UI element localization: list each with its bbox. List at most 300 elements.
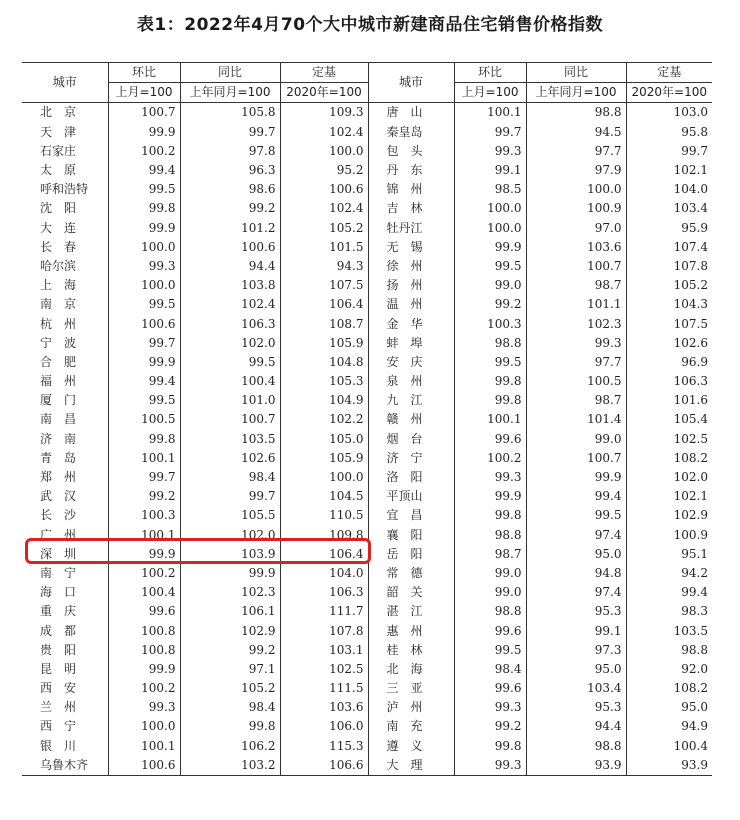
table-row xyxy=(22,314,712,333)
cell-city-right: 泸 州 xyxy=(368,698,454,717)
cell-base-left: 108.7 xyxy=(280,314,368,333)
cell-yoy-right: 100.7 xyxy=(526,449,626,468)
cell-city-left: 昆 明 xyxy=(22,660,108,679)
table-row xyxy=(22,353,712,372)
cell-yoy-right: 94.8 xyxy=(526,564,626,583)
cell-base-right: 94.9 xyxy=(681,719,708,734)
cell-city-left: 北 京 xyxy=(22,103,108,123)
cell-mom-left: 99.9 xyxy=(108,545,180,564)
table-row xyxy=(22,276,712,295)
cell-mom-right: 99.8 xyxy=(454,737,526,756)
table-row xyxy=(22,583,712,602)
cell-yoy-left: 103.8 xyxy=(180,276,280,295)
cell-city-right: 宜 昌 xyxy=(368,506,454,525)
cell-yoy-left: 94.4 xyxy=(180,257,280,276)
cell-yoy-right: 100.5 xyxy=(526,372,626,391)
cell-base-right: 95.8 xyxy=(681,124,708,139)
cell-city-right: 常 德 xyxy=(368,564,454,583)
cell-city-right: 平顶山 xyxy=(368,487,454,506)
cell-base-right: 105.4 xyxy=(673,412,708,427)
cell-yoy-right: 95.0 xyxy=(526,545,626,564)
cell-city-left: 银 川 xyxy=(22,737,108,756)
cell-base-left: 103.1 xyxy=(280,641,368,660)
cell-yoy-left: 96.3 xyxy=(180,161,280,180)
table-row xyxy=(22,698,712,717)
cell-mom-left: 99.9 xyxy=(108,353,180,372)
cell-mom-right: 98.5 xyxy=(454,180,526,199)
table-row xyxy=(22,679,712,698)
cell-mom-left: 99.5 xyxy=(108,295,180,314)
cell-yoy-left: 102.6 xyxy=(180,449,280,468)
cell-base-left: 102.4 xyxy=(280,123,368,142)
cell-city-right: 大 理 xyxy=(368,756,454,776)
cell-mom-left: 99.9 xyxy=(108,219,180,238)
table-row xyxy=(22,410,712,429)
cell-mom-left: 99.8 xyxy=(108,430,180,449)
cell-city-right: 北 海 xyxy=(368,660,454,679)
cell-city-left: 杭 州 xyxy=(22,314,108,333)
cell-base-right: 98.3 xyxy=(681,604,708,619)
cell-base-right: 102.6 xyxy=(673,335,708,350)
cell-yoy-left: 101.0 xyxy=(180,391,280,410)
cell-yoy-left: 102.0 xyxy=(180,334,280,353)
cell-city-left: 武 汉 xyxy=(22,487,108,506)
table-row xyxy=(22,257,712,276)
cell-city-right: 蚌 埠 xyxy=(368,334,454,353)
cell-mom-left: 99.9 xyxy=(108,123,180,142)
cell-base-left: 105.2 xyxy=(280,219,368,238)
cell-base-right: 98.8 xyxy=(681,642,708,657)
cell-city-left: 合 肥 xyxy=(22,353,108,372)
cell-base-right: 96.9 xyxy=(681,354,708,369)
cell-mom-right: 99.1 xyxy=(454,161,526,180)
cell-yoy-left: 98.6 xyxy=(180,180,280,199)
cell-base-right: 106.3 xyxy=(673,374,708,389)
cell-city-right: 桂 林 xyxy=(368,641,454,660)
subheader-mom-left: 上月=100 xyxy=(108,83,180,103)
cell-yoy-right: 97.4 xyxy=(526,583,626,602)
cell-mom-left: 100.0 xyxy=(108,238,180,257)
cell-base-right: 102.9 xyxy=(673,508,708,523)
cell-base-right: 102.5 xyxy=(673,431,708,446)
cell-yoy-right: 99.5 xyxy=(526,506,626,525)
cell-mom-right: 99.6 xyxy=(454,430,526,449)
cell-yoy-right: 99.3 xyxy=(526,334,626,353)
cell-base-left: 111.5 xyxy=(280,679,368,698)
cell-mom-left: 99.5 xyxy=(108,391,180,410)
cell-yoy-left: 98.4 xyxy=(180,468,280,487)
cell-base-left: 104.9 xyxy=(280,391,368,410)
cell-city-right: 韶 关 xyxy=(368,583,454,602)
cell-city-right: 济 宁 xyxy=(368,449,454,468)
cell-city-left: 太 原 xyxy=(22,161,108,180)
cell-yoy-left: 99.9 xyxy=(180,564,280,583)
cell-yoy-right: 97.7 xyxy=(526,353,626,372)
cell-base-right: 103.5 xyxy=(673,623,708,638)
cell-base-right: 108.2 xyxy=(673,681,708,696)
cell-mom-right: 100.0 xyxy=(454,219,526,238)
cell-mom-right: 99.5 xyxy=(454,353,526,372)
cell-mom-right: 99.9 xyxy=(454,487,526,506)
cell-city-left: 乌鲁木齐 xyxy=(22,756,108,776)
cell-city-left: 上 海 xyxy=(22,276,108,295)
cell-base-right: 107.8 xyxy=(673,258,708,273)
cell-mom-right: 99.8 xyxy=(454,391,526,410)
cell-mom-right: 100.1 xyxy=(454,103,526,123)
cell-mom-left: 100.1 xyxy=(108,737,180,756)
cell-mom-left: 99.2 xyxy=(108,487,180,506)
table-row xyxy=(22,641,712,660)
cell-city-left: 天 津 xyxy=(22,123,108,142)
cell-mom-right: 98.8 xyxy=(454,602,526,621)
cell-city-right: 安 庆 xyxy=(368,353,454,372)
cell-mom-right: 100.2 xyxy=(454,449,526,468)
cell-city-left: 济 南 xyxy=(22,430,108,449)
cell-city-left: 海 口 xyxy=(22,583,108,602)
cell-mom-left: 100.2 xyxy=(108,564,180,583)
cell-base-left: 105.0 xyxy=(280,430,368,449)
cell-yoy-left: 106.1 xyxy=(180,602,280,621)
cell-base-right: 94.2 xyxy=(681,565,708,580)
cell-city-right: 襄 阳 xyxy=(368,526,454,545)
cell-mom-left: 99.3 xyxy=(108,698,180,717)
cell-mom-left: 100.6 xyxy=(108,756,180,776)
cell-mom-left: 100.3 xyxy=(108,506,180,525)
cell-base-right: 95.9 xyxy=(681,220,708,235)
cell-mom-left: 99.3 xyxy=(108,257,180,276)
cell-city-left: 深 圳 xyxy=(22,545,108,564)
cell-city-left: 广 州 xyxy=(22,526,108,545)
cell-yoy-left: 102.3 xyxy=(180,583,280,602)
subheader-base-right: 2020年=100 xyxy=(626,83,712,103)
table-row xyxy=(22,123,712,142)
cell-base-right: 99.7 xyxy=(681,143,708,158)
header-mom-right: 环比 xyxy=(454,63,526,83)
cell-city-left: 石家庄 xyxy=(22,142,108,161)
table-row xyxy=(22,506,712,525)
cell-base-right: 104.3 xyxy=(673,297,708,312)
cell-base-right: 102.1 xyxy=(673,163,708,178)
cell-yoy-right: 103.4 xyxy=(526,679,626,698)
cell-yoy-right: 99.9 xyxy=(526,468,626,487)
cell-base-right: 107.5 xyxy=(673,316,708,331)
price-index-table xyxy=(22,62,712,776)
cell-mom-left: 99.9 xyxy=(108,660,180,679)
cell-city-right: 遵 义 xyxy=(368,737,454,756)
cell-yoy-left: 100.4 xyxy=(180,372,280,391)
cell-city-right: 泉 州 xyxy=(368,372,454,391)
cell-city-left: 重 庆 xyxy=(22,602,108,621)
cell-yoy-right: 99.0 xyxy=(526,430,626,449)
cell-yoy-left: 98.4 xyxy=(180,698,280,717)
table-row xyxy=(22,564,712,583)
cell-city-right: 赣 州 xyxy=(368,410,454,429)
cell-city-left: 南 宁 xyxy=(22,564,108,583)
cell-mom-right: 99.9 xyxy=(454,238,526,257)
cell-yoy-left: 103.2 xyxy=(180,756,280,776)
cell-base-left: 103.6 xyxy=(280,698,368,717)
cell-base-left: 111.7 xyxy=(280,602,368,621)
cell-city-right: 湛 江 xyxy=(368,602,454,621)
cell-yoy-left: 101.2 xyxy=(180,219,280,238)
cell-mom-left: 99.4 xyxy=(108,372,180,391)
cell-yoy-right: 101.1 xyxy=(526,295,626,314)
cell-mom-right: 99.3 xyxy=(454,142,526,161)
price-index-table-wrapper xyxy=(22,62,712,776)
cell-yoy-left: 97.1 xyxy=(180,660,280,679)
cell-mom-right: 98.7 xyxy=(454,545,526,564)
cell-yoy-right: 97.4 xyxy=(526,526,626,545)
cell-mom-right: 98.8 xyxy=(454,526,526,545)
cell-city-left: 成 都 xyxy=(22,621,108,640)
cell-base-left: 106.4 xyxy=(280,295,368,314)
cell-city-right: 锦 州 xyxy=(368,180,454,199)
cell-mom-right: 100.3 xyxy=(454,314,526,333)
table-row xyxy=(22,737,712,756)
cell-city-left: 南 京 xyxy=(22,295,108,314)
cell-base-right: 107.4 xyxy=(673,239,708,254)
cell-yoy-right: 95.3 xyxy=(526,698,626,717)
cell-mom-left: 99.7 xyxy=(108,468,180,487)
cell-mom-left: 99.6 xyxy=(108,602,180,621)
cell-yoy-left: 102.4 xyxy=(180,295,280,314)
cell-city-right: 三 亚 xyxy=(368,679,454,698)
cell-city-right: 扬 州 xyxy=(368,276,454,295)
cell-yoy-right: 97.9 xyxy=(526,161,626,180)
cell-city-left: 兰 州 xyxy=(22,698,108,717)
cell-city-right: 烟 台 xyxy=(368,430,454,449)
cell-city-right: 吉 林 xyxy=(368,199,454,218)
cell-city-left: 福 州 xyxy=(22,372,108,391)
cell-base-left: 100.0 xyxy=(280,142,368,161)
cell-base-right: 105.2 xyxy=(673,278,708,293)
cell-base-right: 103.4 xyxy=(673,201,708,216)
cell-mom-right: 99.2 xyxy=(454,717,526,736)
cell-yoy-left: 106.3 xyxy=(180,314,280,333)
cell-city-right: 牡丹江 xyxy=(368,219,454,238)
cell-city-left: 呼和浩特 xyxy=(22,180,108,199)
cell-yoy-right: 100.7 xyxy=(526,257,626,276)
cell-mom-right: 99.6 xyxy=(454,621,526,640)
cell-city-left: 西 宁 xyxy=(22,717,108,736)
cell-yoy-right: 97.7 xyxy=(526,142,626,161)
cell-mom-left: 99.7 xyxy=(108,334,180,353)
cell-city-left: 郑 州 xyxy=(22,468,108,487)
cell-yoy-right: 99.4 xyxy=(526,487,626,506)
cell-mom-left: 100.0 xyxy=(108,717,180,736)
table-body xyxy=(22,103,712,776)
cell-mom-right: 98.4 xyxy=(454,660,526,679)
cell-yoy-right: 95.0 xyxy=(526,660,626,679)
cell-mom-left: 100.6 xyxy=(108,314,180,333)
guangzhou-row-highlight xyxy=(25,538,371,564)
cell-city-right: 无 锡 xyxy=(368,238,454,257)
cell-city-left: 南 昌 xyxy=(22,410,108,429)
table-row xyxy=(22,372,712,391)
cell-base-left: 106.3 xyxy=(280,583,368,602)
cell-base-right: 103.0 xyxy=(673,105,708,120)
cell-city-right: 金 华 xyxy=(368,314,454,333)
header-base-right: 定基 xyxy=(626,63,712,83)
cell-yoy-right: 93.9 xyxy=(526,756,626,776)
cell-city-right: 温 州 xyxy=(368,295,454,314)
cell-base-left: 101.5 xyxy=(280,238,368,257)
cell-base-right: 99.4 xyxy=(681,585,708,600)
cell-city-right: 九 江 xyxy=(368,391,454,410)
cell-yoy-left: 103.9 xyxy=(180,545,280,564)
cell-base-left: 100.0 xyxy=(280,468,368,487)
table-title: 表1：2022年4月70个大中城市新建商品住宅销售价格指数 xyxy=(136,15,604,35)
cell-mom-left: 100.2 xyxy=(108,679,180,698)
table-row xyxy=(22,199,712,218)
cell-yoy-left: 103.5 xyxy=(180,430,280,449)
table-row xyxy=(22,717,712,736)
cell-mom-right: 99.3 xyxy=(454,698,526,717)
cell-base-left: 106.4 xyxy=(280,545,368,564)
cell-city-left: 西 安 xyxy=(22,679,108,698)
cell-city-left: 哈尔滨 xyxy=(22,257,108,276)
cell-mom-right: 99.6 xyxy=(454,679,526,698)
cell-yoy-right: 98.8 xyxy=(526,737,626,756)
table-row xyxy=(22,142,712,161)
cell-base-left: 100.6 xyxy=(280,180,368,199)
cell-mom-right: 99.3 xyxy=(454,468,526,487)
cell-mom-left: 100.1 xyxy=(108,526,180,545)
table-row xyxy=(22,238,712,257)
cell-base-left: 105.3 xyxy=(280,372,368,391)
cell-base-left: 104.0 xyxy=(280,564,368,583)
cell-base-right: 104.0 xyxy=(673,182,708,197)
cell-mom-left: 100.2 xyxy=(108,142,180,161)
cell-mom-right: 99.0 xyxy=(454,583,526,602)
cell-base-right: 95.1 xyxy=(681,546,708,561)
cell-base-right: 101.6 xyxy=(673,393,708,408)
cell-base-left: 106.6 xyxy=(280,756,368,776)
cell-mom-right: 99.0 xyxy=(454,276,526,295)
cell-base-right: 93.9 xyxy=(681,757,708,772)
header-base-left: 定基 xyxy=(280,63,368,83)
cell-base-left: 107.8 xyxy=(280,621,368,640)
table-row xyxy=(22,449,712,468)
cell-mom-right: 99.8 xyxy=(454,506,526,525)
subheader-yoy-right: 上年同月=100 xyxy=(526,83,626,103)
header-city-right: 城市 xyxy=(368,63,454,103)
cell-base-right: 108.2 xyxy=(673,450,708,465)
cell-yoy-left: 100.7 xyxy=(180,410,280,429)
cell-mom-right: 98.8 xyxy=(454,334,526,353)
cell-mom-left: 100.4 xyxy=(108,583,180,602)
cell-city-left: 厦 门 xyxy=(22,391,108,410)
cell-mom-left: 100.8 xyxy=(108,641,180,660)
cell-city-right: 徐 州 xyxy=(368,257,454,276)
cell-yoy-right: 95.3 xyxy=(526,602,626,621)
cell-mom-left: 100.8 xyxy=(108,621,180,640)
cell-yoy-left: 105.2 xyxy=(180,679,280,698)
cell-city-right: 岳 阳 xyxy=(368,545,454,564)
cell-yoy-right: 103.6 xyxy=(526,238,626,257)
cell-mom-left: 100.0 xyxy=(108,276,180,295)
cell-city-left: 贵 阳 xyxy=(22,641,108,660)
cell-mom-right: 99.3 xyxy=(454,756,526,776)
cell-base-left: 104.5 xyxy=(280,487,368,506)
cell-mom-left: 100.1 xyxy=(108,449,180,468)
cell-base-right: 100.4 xyxy=(673,738,708,753)
cell-base-left: 109.3 xyxy=(280,103,368,123)
table-row xyxy=(22,756,712,776)
cell-yoy-left: 106.2 xyxy=(180,737,280,756)
cell-city-right: 洛 阳 xyxy=(368,468,454,487)
cell-mom-right: 99.0 xyxy=(454,564,526,583)
cell-base-left: 115.3 xyxy=(280,737,368,756)
table-row xyxy=(22,660,712,679)
cell-yoy-right: 98.8 xyxy=(526,103,626,123)
cell-base-left: 102.4 xyxy=(280,199,368,218)
cell-mom-right: 99.5 xyxy=(454,641,526,660)
cell-mom-left: 100.5 xyxy=(108,410,180,429)
header-city-left: 城市 xyxy=(22,63,108,103)
table-row xyxy=(22,161,712,180)
cell-yoy-left: 99.5 xyxy=(180,353,280,372)
cell-base-right: 102.0 xyxy=(673,470,708,485)
cell-base-left: 95.2 xyxy=(280,161,368,180)
cell-base-left: 105.9 xyxy=(280,449,368,468)
cell-mom-right: 99.7 xyxy=(454,123,526,142)
cell-base-left: 106.0 xyxy=(280,717,368,736)
cell-yoy-left: 99.7 xyxy=(180,123,280,142)
cell-yoy-left: 102.0 xyxy=(180,526,280,545)
table-row xyxy=(22,430,712,449)
cell-yoy-right: 97.0 xyxy=(526,219,626,238)
cell-base-left: 94.3 xyxy=(280,257,368,276)
table-row xyxy=(22,334,712,353)
cell-yoy-right: 99.1 xyxy=(526,621,626,640)
cell-mom-left: 99.5 xyxy=(108,180,180,199)
table-row xyxy=(22,468,712,487)
cell-city-left: 宁 波 xyxy=(22,334,108,353)
table-row xyxy=(22,180,712,199)
cell-city-left: 青 岛 xyxy=(22,449,108,468)
subheader-yoy-left: 上年同月=100 xyxy=(180,83,280,103)
cell-city-right: 惠 州 xyxy=(368,621,454,640)
cell-mom-right: 99.5 xyxy=(454,257,526,276)
table-header xyxy=(22,63,712,103)
cell-yoy-left: 99.8 xyxy=(180,717,280,736)
cell-yoy-right: 100.0 xyxy=(526,180,626,199)
cell-city-left: 长 沙 xyxy=(22,506,108,525)
cell-city-right: 丹 东 xyxy=(368,161,454,180)
cell-city-right: 秦皇岛 xyxy=(368,123,454,142)
cell-yoy-right: 98.7 xyxy=(526,391,626,410)
cell-mom-right: 99.2 xyxy=(454,295,526,314)
cell-base-left: 102.2 xyxy=(280,410,368,429)
cell-yoy-right: 102.3 xyxy=(526,314,626,333)
cell-base-right: 92.0 xyxy=(681,661,708,676)
table-row xyxy=(22,391,712,410)
header-yoy-right: 同比 xyxy=(526,63,626,83)
cell-base-left: 105.9 xyxy=(280,334,368,353)
table-row xyxy=(22,487,712,506)
cell-city-right: 唐 山 xyxy=(368,103,454,123)
cell-base-right: 95.0 xyxy=(681,700,708,715)
cell-yoy-left: 99.7 xyxy=(180,487,280,506)
cell-city-right: 南 充 xyxy=(368,717,454,736)
cell-city-left: 沈 阳 xyxy=(22,199,108,218)
cell-base-left: 104.8 xyxy=(280,353,368,372)
cell-city-left: 大 连 xyxy=(22,219,108,238)
cell-yoy-right: 94.4 xyxy=(526,717,626,736)
table-row xyxy=(22,295,712,314)
cell-yoy-right: 97.3 xyxy=(526,641,626,660)
